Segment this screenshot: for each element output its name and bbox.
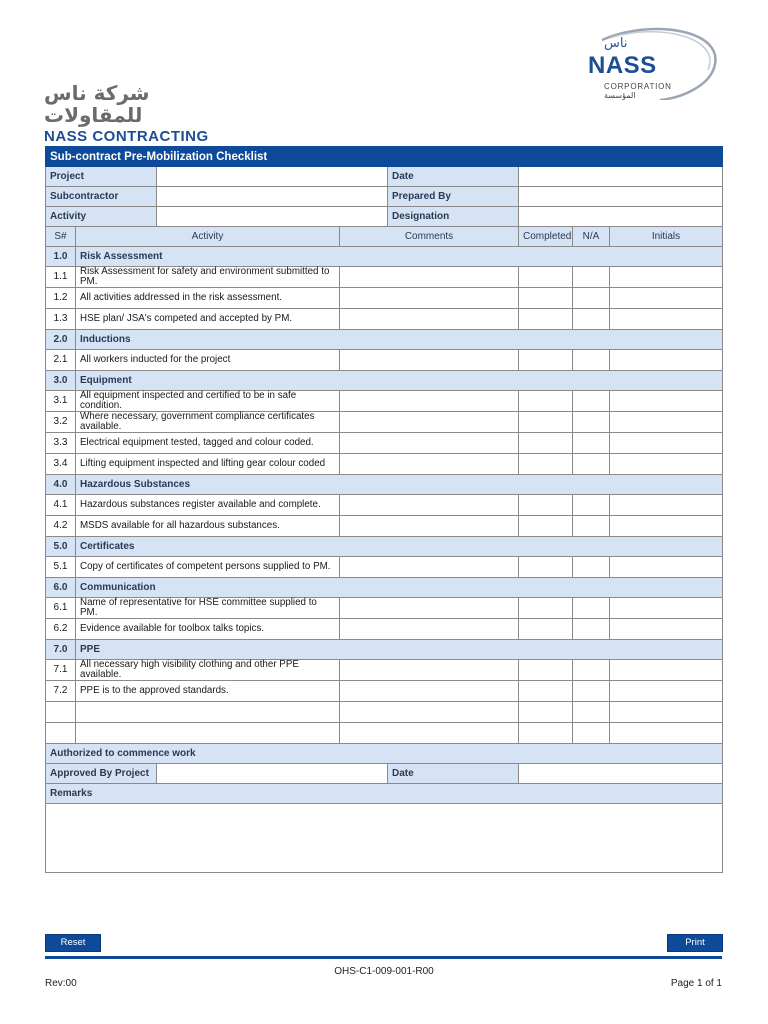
- blank-row: [46, 702, 723, 723]
- item-comments-field[interactable]: [340, 619, 519, 640]
- item-na-field[interactable]: [573, 495, 610, 516]
- section-title: Equipment: [76, 371, 723, 391]
- item-completed-field[interactable]: [519, 681, 573, 702]
- item-initials-field[interactable]: [610, 391, 723, 412]
- nass-contracting-logo: [44, 82, 244, 145]
- logo-brand: NASS: [588, 52, 657, 79]
- item-na-field[interactable]: [573, 619, 610, 640]
- checklist-form: [45, 146, 723, 873]
- item-activity: HSE plan/ JSA's competed and accepted by PM.: [76, 309, 340, 330]
- item-completed-field[interactable]: [519, 288, 573, 309]
- blank-activity[interactable]: [76, 723, 340, 744]
- checklist-item-row: [46, 619, 723, 640]
- section-row: [46, 247, 723, 267]
- section-title: Certificates: [76, 537, 723, 557]
- col-comments: Comments: [340, 227, 519, 247]
- item-na-field[interactable]: [573, 267, 610, 288]
- item-na-field[interactable]: [573, 516, 610, 537]
- item-comments-field[interactable]: [340, 391, 519, 412]
- remarks-field[interactable]: [46, 804, 723, 873]
- section-row: [46, 371, 723, 391]
- reset-button[interactable]: Reset: [45, 934, 101, 952]
- item-na-field[interactable]: [573, 433, 610, 454]
- item-initials-field[interactable]: [610, 288, 723, 309]
- item-completed-field[interactable]: [519, 598, 573, 619]
- item-number: 7.2: [46, 681, 76, 702]
- item-activity: All activities addressed in the risk assessment.: [76, 288, 340, 309]
- section-number: 1.0: [46, 247, 76, 267]
- blank-initials[interactable]: [610, 702, 723, 723]
- item-completed-field[interactable]: [519, 350, 573, 371]
- item-number: 5.1: [46, 557, 76, 578]
- item-number: 1.2: [46, 288, 76, 309]
- item-number: 3.3: [46, 433, 76, 454]
- checklist-item-row: [46, 557, 723, 578]
- item-activity: MSDS available for all hazardous substances.: [76, 516, 340, 537]
- item-initials-field[interactable]: [610, 309, 723, 330]
- blank-row: [46, 723, 723, 744]
- checklist-item-row: [46, 267, 723, 288]
- logo-latin-text: NASS CONTRACTING: [44, 128, 209, 145]
- checklist-item-row: [46, 598, 723, 619]
- item-activity: All workers inducted for the project: [76, 350, 340, 371]
- item-comments-field[interactable]: [340, 288, 519, 309]
- activity-row: [46, 207, 723, 227]
- item-number: 1.1: [46, 267, 76, 288]
- item-comments-field[interactable]: [340, 495, 519, 516]
- item-completed-field[interactable]: [519, 391, 573, 412]
- item-na-field[interactable]: [573, 454, 610, 475]
- section-title: PPE: [76, 640, 723, 660]
- blank-na[interactable]: [573, 702, 610, 723]
- item-initials-field[interactable]: [610, 598, 723, 619]
- item-number: 6.2: [46, 619, 76, 640]
- item-initials-field[interactable]: [610, 433, 723, 454]
- section-number: 6.0: [46, 578, 76, 598]
- item-number: 7.1: [46, 660, 76, 681]
- section-number: 3.0: [46, 371, 76, 391]
- item-comments-field[interactable]: [340, 681, 519, 702]
- logo-arabic-text: شركة ناس للمقاولات: [44, 81, 150, 127]
- item-initials-field[interactable]: [610, 412, 723, 433]
- blank-activity[interactable]: [76, 702, 340, 723]
- approved-by-field[interactable]: [157, 764, 388, 784]
- designation-label: Designation: [388, 207, 519, 227]
- item-comments-field[interactable]: [340, 660, 519, 681]
- remarks-header-row: [46, 784, 723, 804]
- item-na-field[interactable]: [573, 288, 610, 309]
- logo-arabic-small: ناس: [604, 36, 628, 51]
- item-na-field[interactable]: [573, 350, 610, 371]
- blank-comments[interactable]: [340, 702, 519, 723]
- page-number: Page 1 of 1: [670, 978, 722, 989]
- blank-sno[interactable]: [46, 723, 76, 744]
- item-number: 6.1: [46, 598, 76, 619]
- item-initials-field[interactable]: [610, 660, 723, 681]
- item-initials-field[interactable]: [610, 454, 723, 475]
- item-completed-field[interactable]: [519, 454, 573, 475]
- section-number: 7.0: [46, 640, 76, 660]
- item-activity: All equipment inspected and certified to be in safe condition.: [76, 391, 340, 412]
- nass-corporation-logo: [582, 20, 722, 100]
- approved-by-label: Approved By Project: [46, 764, 157, 784]
- remarks-box-row: [46, 804, 723, 873]
- item-activity: PPE is to the approved standards.: [76, 681, 340, 702]
- item-activity: All necessary high visibility clothing and other PPE available.: [76, 660, 340, 681]
- item-activity: Where necessary, government compliance certificates available.: [76, 412, 340, 433]
- item-comments-field[interactable]: [340, 516, 519, 537]
- item-number: 2.1: [46, 350, 76, 371]
- blank-na[interactable]: [573, 723, 610, 744]
- item-comments-field[interactable]: [340, 433, 519, 454]
- item-number: 4.1: [46, 495, 76, 516]
- logo-corporation-arabic: المؤسسة: [604, 91, 636, 100]
- prepared-by-field[interactable]: [519, 187, 723, 207]
- form-title: Sub-contract Pre-Mobilization Checklist: [46, 147, 723, 167]
- checklist-item-row: [46, 288, 723, 309]
- activity-field[interactable]: [157, 207, 388, 227]
- blank-completed[interactable]: [519, 723, 573, 744]
- designation-field[interactable]: [519, 207, 723, 227]
- item-number: 3.1: [46, 391, 76, 412]
- checklist-item-row: [46, 350, 723, 371]
- blank-sno[interactable]: [46, 702, 76, 723]
- item-activity: Evidence available for toolbox talks topics.: [76, 619, 340, 640]
- section-row: [46, 537, 723, 557]
- section-row: [46, 578, 723, 598]
- col-completed: Completed: [519, 227, 573, 247]
- item-initials-field[interactable]: [610, 495, 723, 516]
- item-comments-field[interactable]: [340, 267, 519, 288]
- column-header-row: [46, 227, 723, 247]
- logo-corporation: CORPORATION: [604, 82, 672, 91]
- item-activity: Electrical equipment tested, tagged and colour coded.: [76, 433, 340, 454]
- item-initials-field[interactable]: [610, 681, 723, 702]
- subcontractor-label: Subcontractor: [46, 187, 157, 207]
- date-field[interactable]: [519, 167, 723, 187]
- item-completed-field[interactable]: [519, 660, 573, 681]
- checklist-item-row: [46, 391, 723, 412]
- item-number: 4.2: [46, 516, 76, 537]
- item-activity: Lifting equipment inspected and lifting gear colour coded: [76, 454, 340, 475]
- subcontractor-field[interactable]: [157, 187, 388, 207]
- section-number: 2.0: [46, 330, 76, 350]
- item-completed-field[interactable]: [519, 412, 573, 433]
- col-sno: S#: [46, 227, 76, 247]
- item-comments-field[interactable]: [340, 412, 519, 433]
- approved-date-field[interactable]: [519, 764, 723, 784]
- item-na-field[interactable]: [573, 412, 610, 433]
- section-number: 5.0: [46, 537, 76, 557]
- checklist-item-row: [46, 309, 723, 330]
- section-row: [46, 475, 723, 495]
- item-number: 1.3: [46, 309, 76, 330]
- col-activity: Activity: [76, 227, 340, 247]
- project-label: Project: [46, 167, 157, 187]
- prepared-by-label: Prepared By: [388, 187, 519, 207]
- item-completed-field[interactable]: [519, 516, 573, 537]
- item-initials-field[interactable]: [610, 267, 723, 288]
- item-completed-field[interactable]: [519, 267, 573, 288]
- blank-comments[interactable]: [340, 723, 519, 744]
- project-field[interactable]: [157, 167, 388, 187]
- print-button[interactable]: Print: [667, 934, 723, 952]
- checklist-item-row: [46, 681, 723, 702]
- section-row: [46, 330, 723, 350]
- checklist-item-row: [46, 495, 723, 516]
- item-comments-field[interactable]: [340, 598, 519, 619]
- section-title: Risk Assessment: [76, 247, 723, 267]
- approved-date-label: Date: [388, 764, 519, 784]
- revision: Rev:00: [45, 978, 77, 989]
- item-na-field[interactable]: [573, 598, 610, 619]
- blank-initials[interactable]: [610, 723, 723, 744]
- form-title-row: [46, 147, 723, 167]
- item-comments-field[interactable]: [340, 309, 519, 330]
- item-initials-field[interactable]: [610, 350, 723, 371]
- item-comments-field[interactable]: [340, 350, 519, 371]
- section-row: [46, 640, 723, 660]
- document-code: OHS-C1-009-001-R00: [334, 966, 434, 977]
- item-completed-field[interactable]: [519, 433, 573, 454]
- item-initials-field[interactable]: [610, 557, 723, 578]
- item-activity: Name of representative for HSE committee supplied to PM.: [76, 598, 340, 619]
- col-initials: Initials: [610, 227, 723, 247]
- item-na-field[interactable]: [573, 681, 610, 702]
- checklist-item-row: [46, 433, 723, 454]
- authorized-label: Authorized to commence work: [46, 744, 723, 764]
- date-label: Date: [388, 167, 519, 187]
- item-activity: Risk Assessment for safety and environment submitted to PM.: [76, 267, 340, 288]
- section-number: 4.0: [46, 475, 76, 495]
- checklist-item-row: [46, 454, 723, 475]
- remarks-label: Remarks: [46, 784, 723, 804]
- item-number: 3.4: [46, 454, 76, 475]
- section-title: Inductions: [76, 330, 723, 350]
- blank-completed[interactable]: [519, 702, 573, 723]
- item-initials-field[interactable]: [610, 516, 723, 537]
- item-completed-field[interactable]: [519, 495, 573, 516]
- item-na-field[interactable]: [573, 660, 610, 681]
- item-comments-field[interactable]: [340, 557, 519, 578]
- project-row: [46, 167, 723, 187]
- item-completed-field[interactable]: [519, 309, 573, 330]
- col-na: N/A: [573, 227, 610, 247]
- item-activity: Copy of certificates of competent persons supplied to PM.: [76, 557, 340, 578]
- checklist-item-row: [46, 516, 723, 537]
- authorized-row: [46, 744, 723, 764]
- section-title: Hazardous Substances: [76, 475, 723, 495]
- item-activity: Hazardous substances register available and complete.: [76, 495, 340, 516]
- approved-row: [46, 764, 723, 784]
- item-na-field[interactable]: [573, 391, 610, 412]
- item-na-field[interactable]: [573, 557, 610, 578]
- checklist-item-row: [46, 412, 723, 433]
- activity-label: Activity: [46, 207, 157, 227]
- item-completed-field[interactable]: [519, 619, 573, 640]
- checklist-item-row: [46, 660, 723, 681]
- item-comments-field[interactable]: [340, 454, 519, 475]
- item-na-field[interactable]: [573, 309, 610, 330]
- section-title: Communication: [76, 578, 723, 598]
- footer-rule: [45, 956, 722, 959]
- item-number: 3.2: [46, 412, 76, 433]
- subcontractor-row: [46, 187, 723, 207]
- item-initials-field[interactable]: [610, 619, 723, 640]
- item-completed-field[interactable]: [519, 557, 573, 578]
